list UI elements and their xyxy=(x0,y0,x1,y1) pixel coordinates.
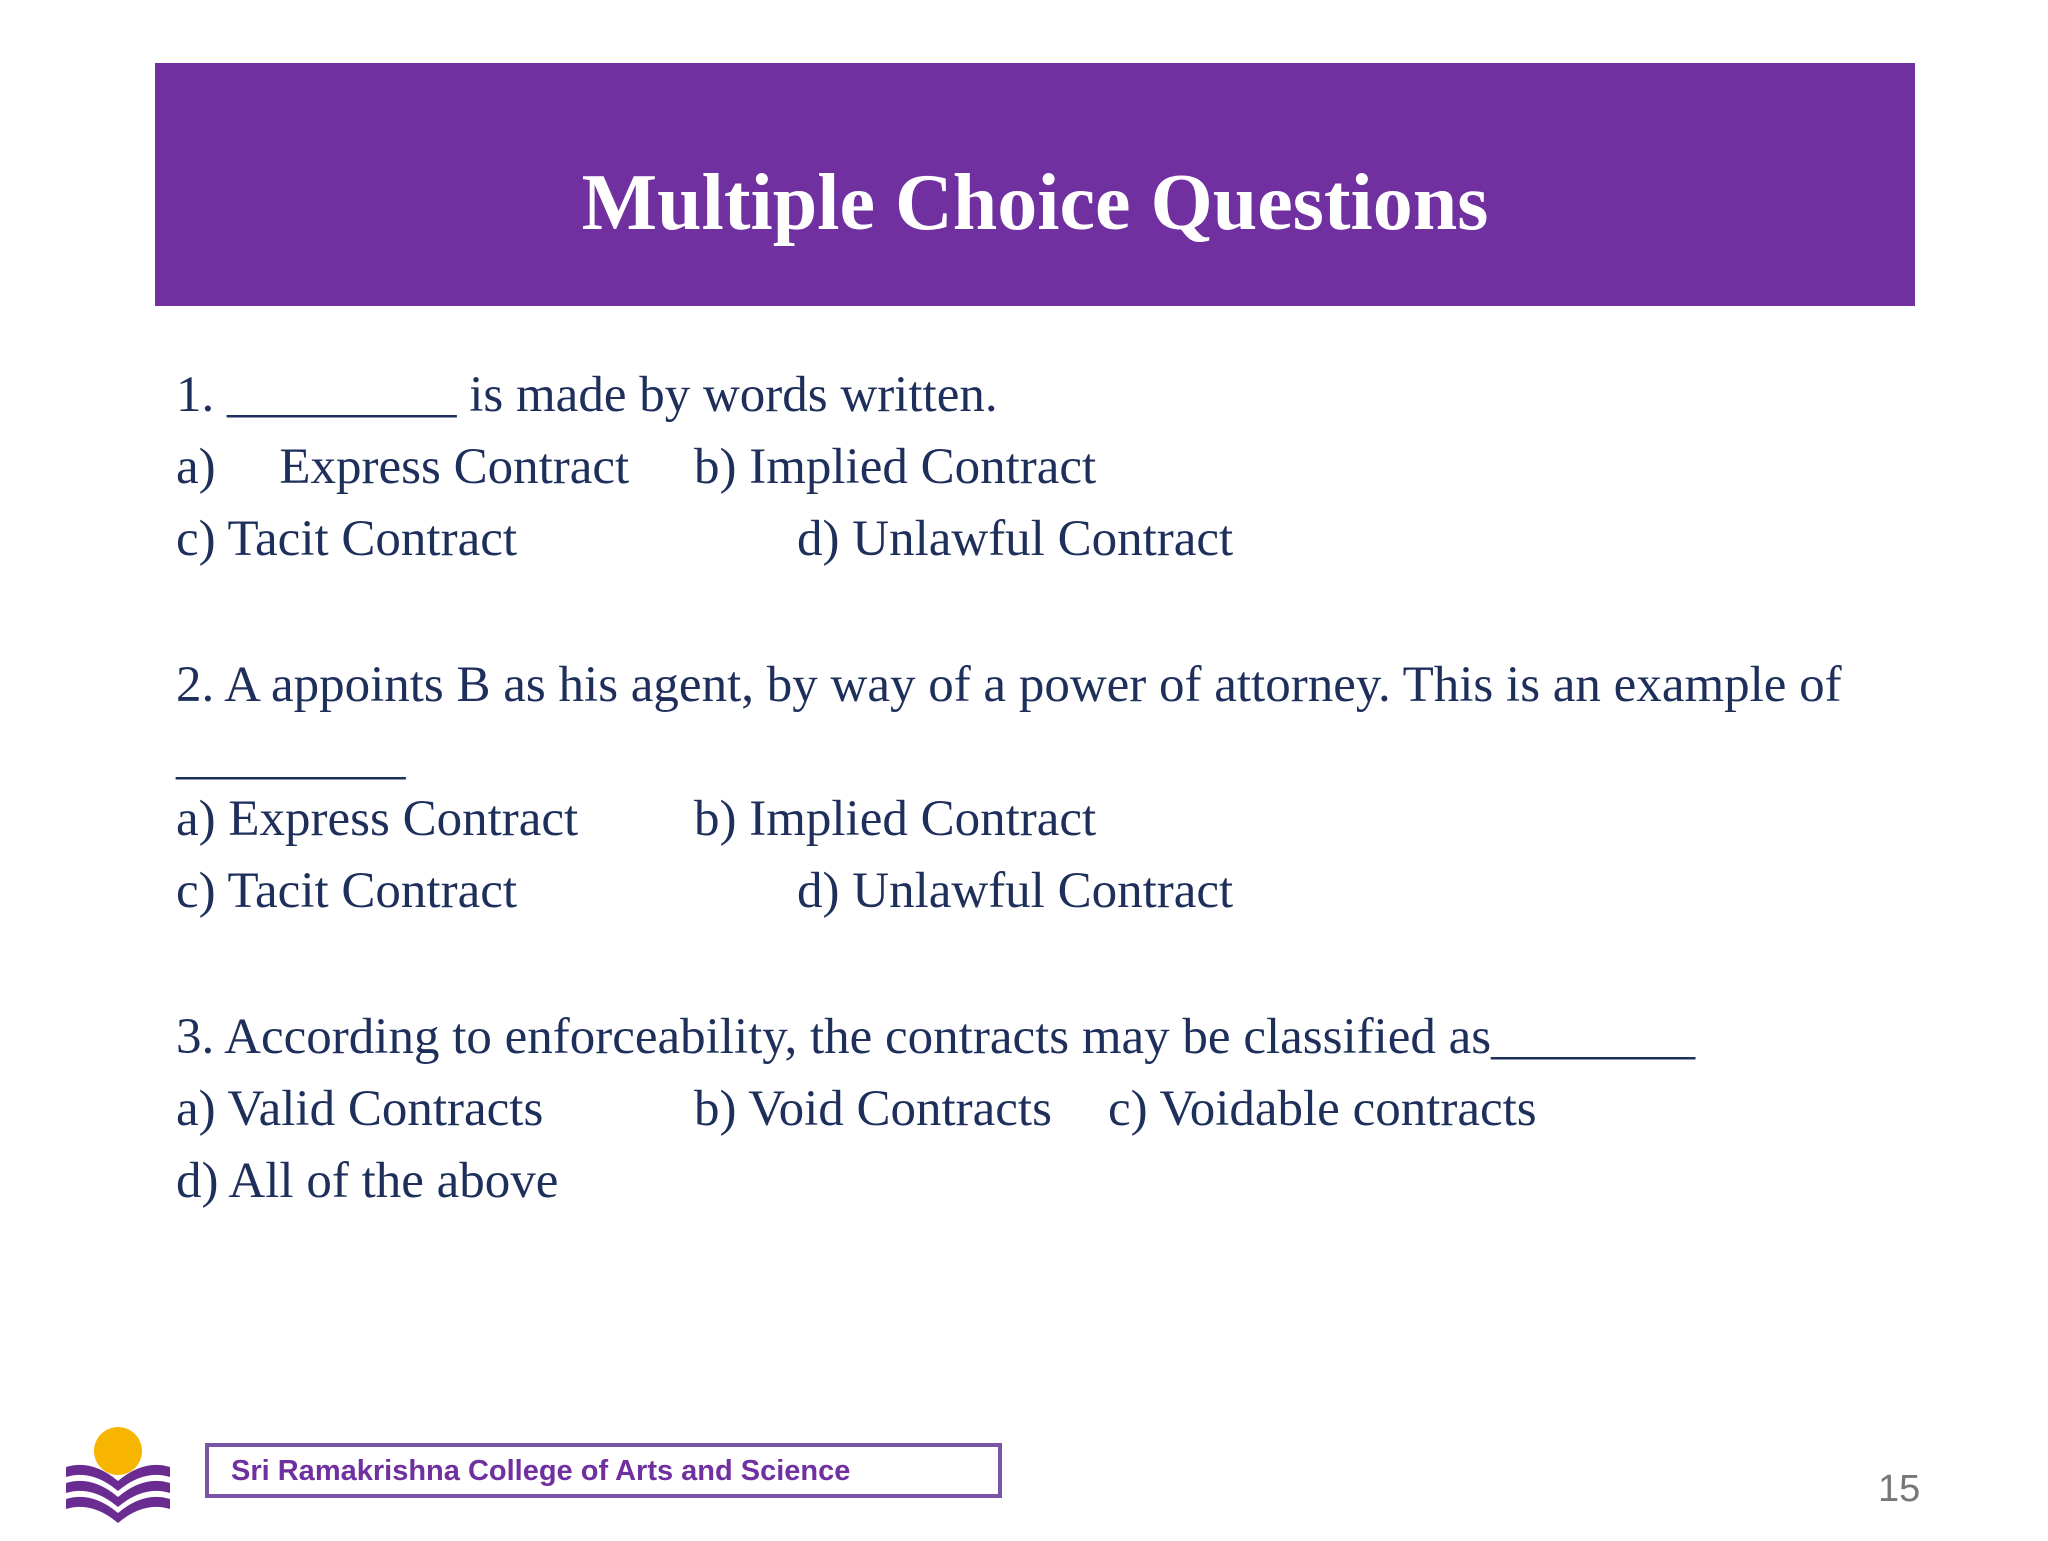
question-3-option-d: d) All of the above xyxy=(176,1153,559,1209)
question-1-option-d: d) Unlawful Contract xyxy=(797,511,1234,567)
question-2-option-b: b) Implied Contract xyxy=(694,791,1097,847)
slide-title: Multiple Choice Questions xyxy=(581,159,1489,247)
question-1-stem: 1. _________ is made by words written. xyxy=(176,367,998,423)
question-1-option-a: a) Express Contract xyxy=(176,439,630,495)
title-bar xyxy=(155,63,1915,306)
college-name: Sri Ramakrishna College of Arts and Science xyxy=(231,1454,851,1487)
question-3-stem: 3. According to enforceability, the contracts may be classified as________ xyxy=(176,1009,1696,1065)
question-3-option-c: c) Voidable contracts xyxy=(1108,1081,1537,1137)
question-2-stem: 2. A appoints B as his agent, by way of a power of attorney. This is an example of xyxy=(176,657,1842,713)
book-sun-logo-icon xyxy=(58,1425,178,1536)
question-2-stem-continuation: _________ xyxy=(176,729,406,785)
question-3-option-b: b) Void Contracts xyxy=(694,1081,1052,1137)
question-2-option-a: a) Express Contract xyxy=(176,791,579,847)
question-2-option-d: d) Unlawful Contract xyxy=(797,863,1234,919)
page-number: 15 xyxy=(1878,1468,1921,1510)
question-1-option-c: c) Tacit Contract xyxy=(176,511,518,567)
question-1-option-b: b) Implied Contract xyxy=(694,439,1097,495)
question-3-option-a: a) Valid Contracts xyxy=(176,1081,544,1137)
college-name-box xyxy=(205,1443,1002,1498)
question-2-option-c: c) Tacit Contract xyxy=(176,863,518,919)
